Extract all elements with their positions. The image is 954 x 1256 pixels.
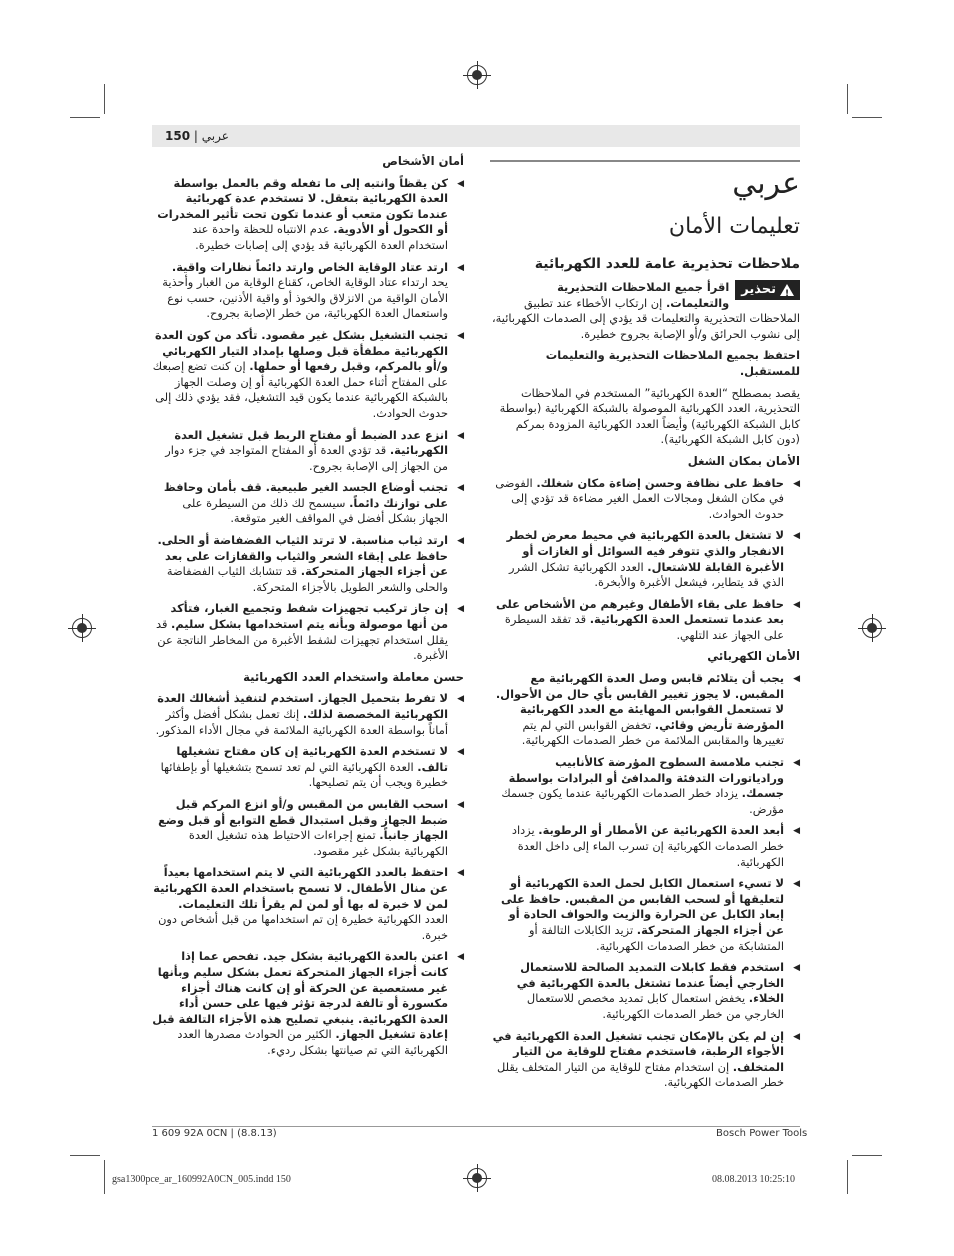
crop-mark bbox=[847, 1160, 848, 1194]
bullet-icon: ◀ bbox=[457, 178, 464, 189]
list-item: ◀ اسحب القابس من المقبس و/أو انزع المركم قبل ضبط الجهاز وقبل استبدال قطع التوابع أو قبل وضع الجهاز جانباً. تمنع إجراءات الاحتياط هذه تشغيل العدة الكهربائية بشكل غير مقصود. bbox=[158, 796, 464, 858]
registration-mark-left bbox=[72, 618, 92, 638]
registration-mark-top bbox=[467, 65, 487, 85]
bullet-icon: ◀ bbox=[457, 694, 464, 705]
registration-mark-right bbox=[862, 618, 882, 638]
keep-instructions: احتفظ بجميع الملاحظات التحذيرية والتعليمات للمستقبل. bbox=[545, 348, 800, 378]
bullet-icon: ◀ bbox=[457, 799, 464, 810]
bullet-icon: ◀ bbox=[793, 599, 800, 610]
bullet-icon: ◀ bbox=[457, 604, 464, 615]
list-item: ◀ لا تسيء استعمال الكابل لحمل العدة الكهربائية أو لتعليقها أو لسحب القابس من المقبس. حافظ على إبعاد الكابل عن الحرارة والزيت والحواف الحادة أو عن أجزاء الجهاز المتحركة. تزيد الكابلات التالفة أو المتشابكة من خطر الصدمات الكهربائية. bbox=[500, 876, 800, 953]
work-area-list bbox=[490, 476, 800, 644]
general-warnings-heading: ملاحظات تحذيرية عامة للعدد الكهربائية bbox=[534, 256, 800, 272]
personal-safety-heading: أمان الأشخاص bbox=[382, 154, 464, 168]
list-item: ◀ حافظ على نظافة وحسن إضاءة مكان شغلك. الفوضى في مكان الشغل ومجالات العمل الغير مضاءة قد تؤدي إلى حدوث الحوادث. bbox=[495, 475, 800, 521]
left-column bbox=[152, 154, 464, 1064]
bullet-icon: ◀ bbox=[793, 1031, 800, 1042]
page-header: عربي | 150 bbox=[165, 129, 229, 143]
crop-mark bbox=[852, 1155, 882, 1156]
list-item: ◀ لا تشتغل بالعدة الكهربائية في محيط معرض لخطر الانفجار والذي تتوفر فيه السوائل أو الغازات أو الأغبرة القابلة للاشتعال. العدد الكهربائية تشكل الشرر الذي قد يتطاير، فيشعل الأغبرة والأبخرة. bbox=[506, 528, 800, 590]
list-item: ◀ تجنب أوضاع الجسد الغير طبيعية. قف بأمان وحافظ على توازنك دائماً. سيسمح لك ذلك من السيطرة على الجهاز بشكل أفضل في المواقف الغير متوقعة. bbox=[163, 480, 464, 526]
list-item: ◀ ارتد ثياب مناسبة. لا ترتد الثياب الفضفاضة أو الحلى. حافظ على إبقاء الشعر والثياب والقفازات على بعد عن أجزاء الجهاز المتحركة. قد تتشابك الثياب الفضفاضة والحلى والشعر الطويل بالأجزاء المتحركة. bbox=[157, 533, 464, 594]
safety-instructions-title: تعليمات الأمان bbox=[668, 214, 800, 239]
brand: Bosch Power Tools bbox=[716, 1128, 808, 1139]
warning-badge: ! تحذير bbox=[735, 280, 800, 300]
page-number: 150 bbox=[165, 129, 191, 143]
personal-safety-list bbox=[152, 176, 464, 664]
bullet-icon: ◀ bbox=[793, 478, 800, 489]
electrical-safety-list bbox=[490, 671, 800, 1091]
page-header-bar bbox=[152, 125, 800, 147]
list-item: ◀ إن لم يكن بالإمكان تجنب تشغيل العدة الكهربائية في الأجواء الرطبة، فاستخدم مفتاح للوقاية من التيار المتخلف. إن استخدام مفتاح للوقاية من التيار المتخلف يقلل خطر الصدمات الكهربائية. bbox=[492, 1028, 800, 1090]
print-date: 08.08.2013 10:25:10 bbox=[712, 1174, 796, 1185]
header-language: عربي bbox=[201, 129, 229, 143]
language-title: عربي bbox=[732, 166, 800, 201]
list-item: ◀ اعتن بالعدة الكهربائية بشكل جيد. تفحص عما إذا كانت أجزاء الجهاز المتحركة تعمل بشكل سليم وبأنها غير مستعصية عن الحركة أو إن كانت هناك أجزاء مكسورة أو تالفة لدرجة تؤثر فيها على حسن أداء العدة الكهربائية. ينبغي تصليح هذه الأجزاء التالفة قبل إعادة تشغيل الجهاز. الكثير من الحوادث مصدرها العدد الكهربائية التي تم صيانتها بشكل رديء. bbox=[152, 949, 464, 1057]
crop-mark bbox=[70, 117, 100, 118]
list-item: ◀ أبعد العدة الكهربائية عن الأمطار أو الرطوبة. يزداد خطر الصدمات الكهربائية إن تسرب الماء إلى داخل العدة الكهربائية. bbox=[511, 823, 800, 869]
warning-triangle-icon bbox=[780, 284, 794, 296]
footer-rule bbox=[152, 1126, 800, 1127]
crop-mark bbox=[104, 1160, 105, 1194]
work-area-safety-heading: الأمان بمكان الشغل bbox=[687, 453, 800, 468]
list-item: ◀ إن جاز تركيب تجهيزات شفط وتجميع الغبار، فتأكد من أنها موصولة وبأنه يتم استخدامها بشكل سليم. قد يقلل استخدام تجهيزات لشفط الأغبرة من المخاطر الناتجة عن الأغبرة. bbox=[155, 601, 464, 663]
bullet-icon: ◀ bbox=[457, 536, 464, 547]
list-item: ◀ لا تفرط بتحميل الجهاز. استخدم لتنفيذ أشغالك العدة الكهربائية المخصصة لذلك. إنك تعمل بشكل أفضل وأكثر أماناً بواسطة العدة الكهربائية الملائمة في مجال الأداء المذكور. bbox=[155, 691, 464, 737]
list-item: ◀ انزع عدد الضبط أو مفتاح الربط قبل تشغيل العدة الكهربائية. قد تؤدي العدة أو المفتاح المتواجد في جزء دوار من الجهاز إلى الإصابة بجروح. bbox=[165, 427, 464, 473]
list-item: ◀ ارتد عتاد الوقاية الخاص وارتد دائماً نظارات واقية. يحد ارتداء عتاد الوقاية الخاص، كقناع الوقاية من الغبار وأحذية الأمان الواقية من الانزلاق والخوذ أو واقية الأذنين، حسب نوع واستعمال العدة الكهربائية، من خطر الإصابة بجروح. bbox=[162, 259, 464, 321]
crop-mark bbox=[847, 84, 848, 114]
list-item: ◀ يجب أن يتلائم قابس وصل العدة الكهربائية مع المقبس. لا يجوز تغيير القابس بأي حال من الأحوال. لا تستعمل القوابس المهايئة مع العدد الكهربائية المؤرضة تأريض وقائي. تخفض القوابس التي لم يتم تغييرها والمقابس الملائمة من خطر الصدمات الكهربائية. bbox=[495, 671, 800, 748]
bullet-icon: ◀ bbox=[457, 868, 464, 879]
title-rule bbox=[490, 160, 800, 162]
list-item: ◀ احتفظ بالعدد الكهربائية التي لا يتم استخدامها بعيداً عن منال الأطفال. لا تسمح باستخدام العدة الكهربائية لمن لا خبرة له بها أو لمن لم يقرأ تلك التعليمات. العدد الكهربائية خطيرة إن تم استخدامها من قبل أشخاص دون خبرة. bbox=[153, 865, 464, 942]
bullet-icon: ◀ bbox=[793, 674, 800, 685]
file-name: gsa1300pce_ar_160992A0CN_005.indd 150 bbox=[112, 1174, 291, 1185]
bullet-icon: ◀ bbox=[793, 758, 800, 769]
bullet-icon: ◀ bbox=[793, 531, 800, 542]
crop-mark bbox=[104, 84, 105, 114]
list-item: ◀ استخدم فقط كابلات التمديد الصالحة للاستعمال الخارجي أيضاً عندما تشتغل بالعدة الكهربائية في الخلاء. يخفض استعمال كابل تمديد مخصص للاستعمال الخارجي من خطر الصدمات الكهربائية. bbox=[516, 960, 800, 1021]
list-item: ◀ تجنب ملامسة السطوح المؤرضة كالأنابيب ورادياتورات التدفئة والمدافئ أو البرادات بواسطة جسمك. يزداد خطر الصدمات الكهربائية عندما يكون جسمك مؤرض. bbox=[501, 755, 800, 816]
doc-code: 1 609 92A 0CN | (8.8.13) bbox=[152, 1128, 277, 1139]
bullet-icon: ◀ bbox=[793, 879, 800, 890]
bullet-icon: ◀ bbox=[457, 483, 464, 494]
bullet-icon: ◀ bbox=[793, 963, 800, 974]
bullet-icon: ◀ bbox=[457, 330, 464, 341]
bullet-icon: ◀ bbox=[793, 826, 800, 837]
bullet-icon: ◀ bbox=[457, 430, 464, 441]
term-definition: يقصد بمصطلح “العدة الكهربائية” المستخدم في الملاحظات التحذيرية، العدد الكهربائية الموصولة بالشبكة الكهربائية (بواسطة كابل الشبكة الكهربائية) وأيضاً العدد الكهربائية المزودة بمركم (دون كابل الشبكة الكهربائية). bbox=[499, 385, 800, 447]
bullet-icon: ◀ bbox=[457, 262, 464, 273]
crop-mark bbox=[852, 117, 882, 118]
list-item: ◀ حافظ على بقاء الأطفال وغيرهم من الأشخاص على بعد عندما تستعمل العدة الكهربائية. قد تفقد السيطرة على الجهاز عند التلهي. bbox=[496, 596, 800, 642]
tool-use-list bbox=[152, 691, 464, 1058]
list-item: ◀ كن يقظاً وانتبه إلى ما تفعله وقم بالعمل بواسطة العدة الكهربائية بتعقل. لا تستخدم عدة كهربائية عندما تكون متعب أو عندما تكون تحت تأثير المخدرات أو الكحول أو الأدوية. عدم الانتباه للحظة واحدة عند استخدام العدة الكهربائية قد يؤدي إلى إصابات خطيرة. bbox=[157, 175, 464, 252]
registration-mark-bottom bbox=[467, 1168, 487, 1188]
electrical-safety-heading: الأمان الكهربائي bbox=[707, 649, 800, 664]
list-item: ◀ لا تستخدم العدة الكهربائية إن كان مفتاح تشغيلها تالف. العدة الكهربائية التي لم تعد تسمح بتشغيلها أو بإطفائها خطيرة ويجب أن يتم تصليحها. bbox=[160, 744, 464, 790]
crop-mark bbox=[70, 1155, 100, 1156]
tool-use-heading: حسن معاملة واستخدام العدد الكهربائية bbox=[243, 669, 464, 684]
list-item: ◀ تجنب التشغيل بشكل غير مقصود. تأكد من كون العدة الكهربائية مطفأة قبل وصلها بإمداد التيار الكهربائي و/أو بالمركم، وقبل رفعها أو حملها. إن كنت تضع إصبعك على المفتاح أثناء حمل العدة الكهربائية أو إن وصلت الجهاز بالشبكة الكهربائية عندما يكون قيد التشغيل، فقد يؤدي ذلك إلى حدوث الحوادث. bbox=[152, 327, 464, 420]
warning-paragraph: ! تحذير اقرأ جميع الملاحظات التحذيرية والتعليمات. إن ارتكاب الأخطاء عند تطبيق الملاحظات التحذيرية والتعليمات قد يؤدي إلى الصدمات الكهربائية، إلى نشوب الحرائق و/أو الإصابة بجروح خطيرة. bbox=[490, 280, 800, 342]
right-column bbox=[490, 164, 800, 1097]
bullet-icon: ◀ bbox=[457, 952, 464, 963]
bullet-icon: ◀ bbox=[457, 747, 464, 758]
